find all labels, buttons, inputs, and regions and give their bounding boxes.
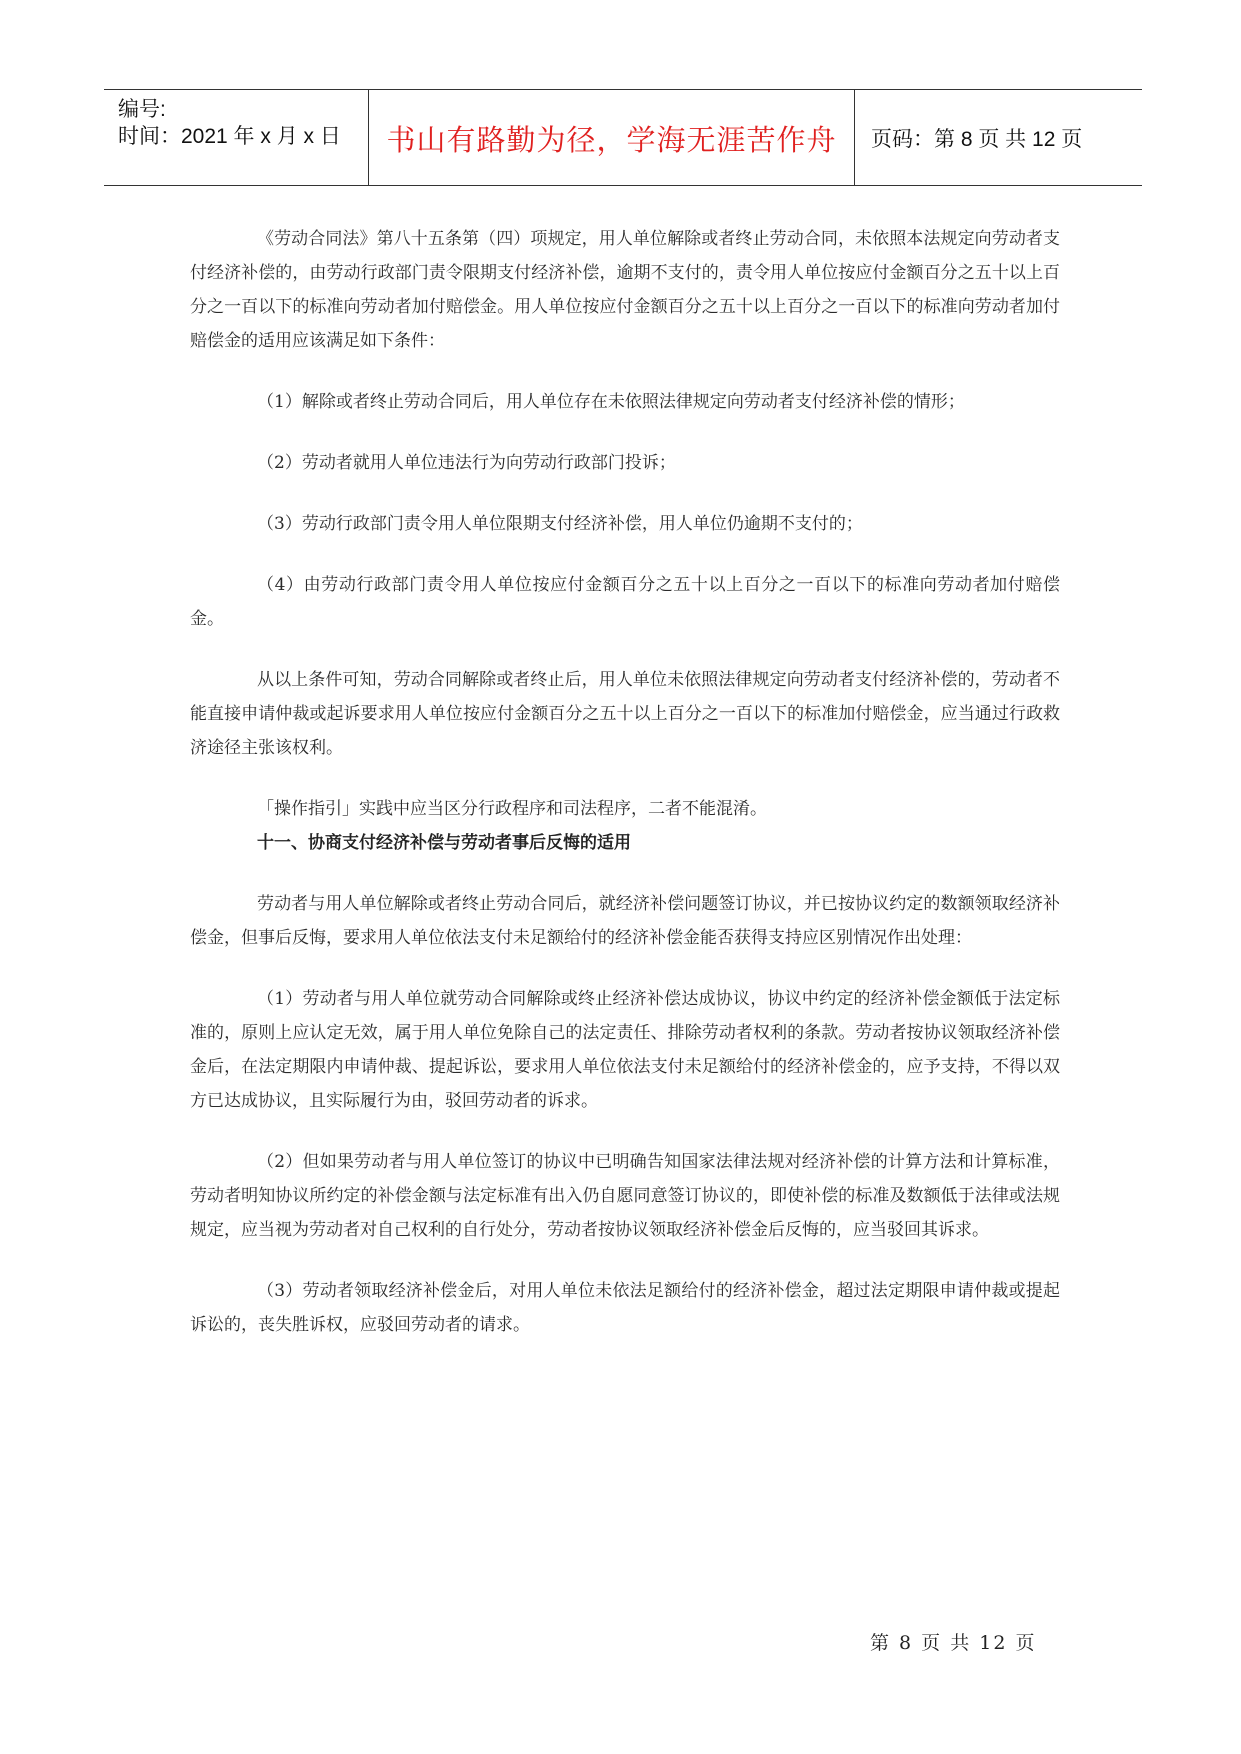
condition-4: （4）由劳动行政部门责令用人单位按应付金额百分之五十以上百分之一百以下的标准向劳动者加付赔偿金。 bbox=[190, 575, 1060, 629]
header-motto: 书山有路勤为径，学海无涯苦作舟 bbox=[386, 123, 837, 157]
situation-2: （2）但如果劳动者与用人单位签订的协议中已明确告知国家法律法规对经济补偿的计算方法和计算标准，劳动者明知协议所约定的补偿金额与法定标准有出入仍自愿同意签订协议的，即使补偿的标准及数额低于法律或法规规定，应当视为劳动者对自己权利的自行处分，劳动者按协议领取经济补偿金后反悔的，应当驳回其诉求。 bbox=[190, 1152, 1060, 1240]
paragraph-conclusion: 从以上条件可知，劳动合同解除或者终止后，用人单位未依照法律规定向劳动者支付经济补偿的，劳动者不能直接申请仲裁或起诉要求用人单位按应付金额百分之五十以上百分之一百以下的标准加付赔偿金，应当通过行政救济途径主张该权利。 bbox=[190, 670, 1060, 758]
document-number-label: 编号: bbox=[118, 98, 166, 121]
section-heading: 十一、协商支付经济补偿与劳动者事后反悔的适用 bbox=[257, 833, 631, 853]
paragraph-intro: 《劳动合同法》第八十五条第（四）项规定，用人单位解除或者终止劳动合同，未依照本法规定向劳动者支付经济补偿的，由劳动行政部门责令限期支付经济补偿，逾期不支付的，责令用人单位按应付金额百分之五十以上百分之一百以下的标准向劳动者加付赔偿金。用人单位按应付金额百分之五十以上百分之一百以下的标准向劳动者加付赔偿金的适用应该满足如下条件： bbox=[190, 229, 1060, 351]
situation-3: （3）劳动者领取经济补偿金后，对用人单位未依法足额给付的经济补偿金，超过法定期限申请仲裁或提起诉讼的，丧失胜诉权，应驳回劳动者的请求。 bbox=[190, 1281, 1060, 1335]
situation-1: （1）劳动者与用人单位就劳动合同解除或终止经济补偿达成协议，协议中约定的经济补偿金额低于法定标准的，原则上应认定无效，属于用人单位免除自己的法定责任、排除劳动者权利的条款。劳动者按协议领取经济补偿金后，在法定期限内申请仲裁、提起诉讼，要求用人单位依法支付未足额给付的经济补偿金的，应予支持，不得以双方已达成协议，且实际履行为由，驳回劳动者的诉求。 bbox=[190, 989, 1060, 1111]
page-footer: 第 8 页 共 12 页 bbox=[870, 1632, 1037, 1654]
header-page-code: 页码：第 8 页 共 12 页 bbox=[871, 128, 1083, 151]
condition-3: （3）劳动行政部门责令用人单位限期支付经济补偿，用人单位仍逾期不支付的； bbox=[257, 514, 863, 534]
paragraph-section-intro: 劳动者与用人单位解除或者终止劳动合同后，就经济补偿问题签订协议，并已按协议约定的数额领取经济补偿金，但事后反悔，要求用人单位依法支付未足额给付的经济补偿金能否获得支持应区别情况作出处理： bbox=[190, 894, 1060, 948]
header-motto-cell bbox=[369, 90, 855, 185]
condition-1: （1）解除或者终止劳动合同后，用人单位存在未依照法律规定向劳动者支付经济补偿的情形； bbox=[257, 392, 965, 412]
document-body bbox=[190, 222, 1060, 1342]
page-header bbox=[104, 89, 1142, 186]
header-info-cell bbox=[104, 90, 369, 185]
condition-2: （2）劳动者就用人单位违法行为向劳动行政部门投诉； bbox=[257, 453, 676, 473]
header-page-cell bbox=[855, 90, 1142, 185]
document-time-label: 时间：2021 年 x 月 x 日 bbox=[118, 125, 341, 148]
paragraph-guidance: 「操作指引」实践中应当区分行政程序和司法程序，二者不能混淆。 bbox=[257, 799, 767, 819]
